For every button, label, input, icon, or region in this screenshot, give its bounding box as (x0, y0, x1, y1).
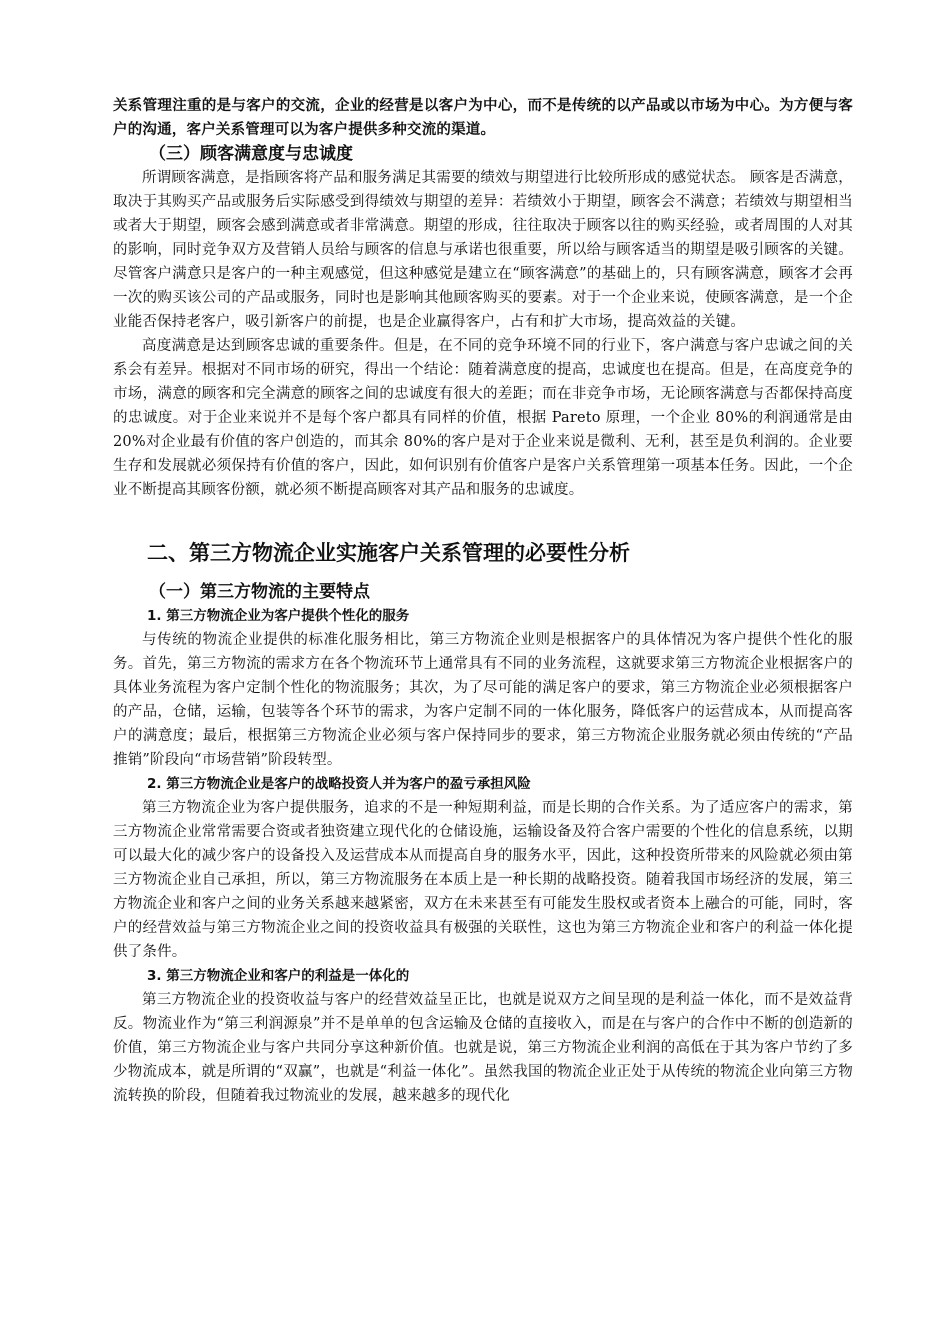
satisfaction-paragraph-1: 所谓顾客满意，是指顾客将产品和服务满足其需要的绩效与期望进行比较所形成的感觉状态。 顾客是否满意，取决于其购买产品或服务后实际感受到得绩效与期望的差异：若绩效小于期望，顾客会不满意；若绩效与期望相当或者大于期望，顾客会感到满意或者非常满意。期望的形成，往往取决于顾客以往的购买经验，或者周围的人对其的影响，同时竞争双方及营销人员给与顾客的信息与承诺也很重要，所以给与顾客适当的期望是吸引顾客的关键。尽管客户满意只是客户的一种主观感觉，但这种感觉是建立在“顾客满意”的基础上的，只有顾客满意，顾客才会再一次的购买该公司的产品或服务，同时也是影响其他顾客购买的要素。对于一个企业来说，使顾客满意，是一个企业能否保持老客户，吸引新客户的前提，也是企业赢得客户，占有和扩大市场，提高效益的关键。 (113, 170, 853, 330)
subsection-heading-features: （一）第三方物流的主要特点 (149, 582, 370, 602)
chapter-heading: 二、第三方物流企业实施客户关系管理的必要性分析 (147, 541, 630, 565)
section-heading-satisfaction: （三）顾客满意度与忠诚度 (149, 144, 353, 164)
satisfaction-paragraph-2: 高度满意是达到顾客忠诚的重要条件。但是，在不同的竞争环境不同的行业下，客户满意与客户忠诚之间的关系会有差异。根据对不同市场的研究，得出一个结论：随着满意度的提高，忠诚度也在提高。但是，在高度竞争的市场，满意的顾客和完全满意的顾客之间的忠诚度有很大的差距；而在非竞争市场，无论顾客满意与否都保持高度的忠诚度。对于企业来说并不是每个客户都具有同样的价值，根据 Pareto 原理，一个企业 80%的利润通常是由 20%对企业最有价值的客户创造的，而其余 80%的客户是对于企业来说是微利、无利，甚至是负利润的。企业要生存和发展就必须保持有价值的客户，因此，如何识别有价值客户是客户关系管理第一项基本任务。因此，一个企业不断提高其顾客份额，就必须不断提高顾客对其产品和服务的忠诚度。 (113, 338, 853, 498)
item-3-title: 3. 第三方物流企业和客户的利益是一体化的 (147, 968, 410, 984)
item-3-paragraph: 第三方物流企业的投资收益与客户的经营效益呈正比，也就是说双方之间呈现的是利益一体化，而不是效益背反。物流业作为“第三利润源泉”并不是单单的包含运输及仓储的直接收入，而是在与客户的合作中不断的创造新的价值，第三方物流企业与客户共同分享这种新价值。也就是说，第三方物流企业利润的高低在于其为客户节约了多少物流成本，就是所谓的“双赢”，也就是“利益一体化”。虽然我国的物流企业正处于从传统的物流企业向第三方物流转换的阶段，但随着我过物流业的发展，越来越多的现代化 (113, 992, 853, 1104)
item-1-title: 1. 第三方物流企业为客户提供个性化的服务 (147, 608, 410, 624)
intro-paragraph: 关系管理注重的是与客户的交流，企业的经营是以客户为中心，而不是传统的以产品或以市场为中心。为方便与客户的沟通，客户关系管理可以为客户提供多种交流的渠道。 (113, 98, 853, 138)
item-2-paragraph: 第三方物流企业为客户提供服务，追求的不是一种短期利益，而是长期的合作关系。为了适应客户的需求，第三方物流企业常常需要合资或者独资建立现代化的仓储设施，运输设备及符合客户需要的个性化的信息系统，以期可以最大化的减少客户的设备投入及运营成本从而提高自身的服务水平，因此，这种投资所带来的风险就必须由第三方物流企业自己承担，所以，第三方物流服务在本质上是一种长期的战略投资。随着我国市场经济的发展，第三方物流企业和客户之间的业务关系越来越紧密，双方在未来甚至有可能发生股权或者资本上融合的可能，同时，客户的经营效益与第三方物流企业之间的投资收益具有极强的关联性，这也为第三方物流企业和客户的利益一体化提供了条件。 (113, 800, 853, 960)
document-body (113, 94, 853, 1108)
item-1-paragraph: 与传统的物流企业提供的标准化服务相比，第三方物流企业则是根据客户的具体情况为客户提供个性化的服务。首先，第三方物流的需求方在各个物流环节上通常具有不同的业务流程，这就要求第三方物流企业根据客户的具体业务流程为客户定制个性化的物流服务；其次，为了尽可能的满足客户的要求，第三方物流企业必须根据客户的产品，仓储，运输，包装等各个环节的需求，为客户定制不同的一体化服务，降低客户的运营成本，从而提高客户的满意度；最后，根据第三方物流企业必须与客户保持同步的要求，第三方物流企业服务就必须由传统的“产品推销”阶段向“市场营销”阶段转型。 (113, 632, 853, 768)
item-2-title: 2. 第三方物流企业是客户的战略投资人并为客户的盈亏承担风险 (147, 776, 531, 792)
